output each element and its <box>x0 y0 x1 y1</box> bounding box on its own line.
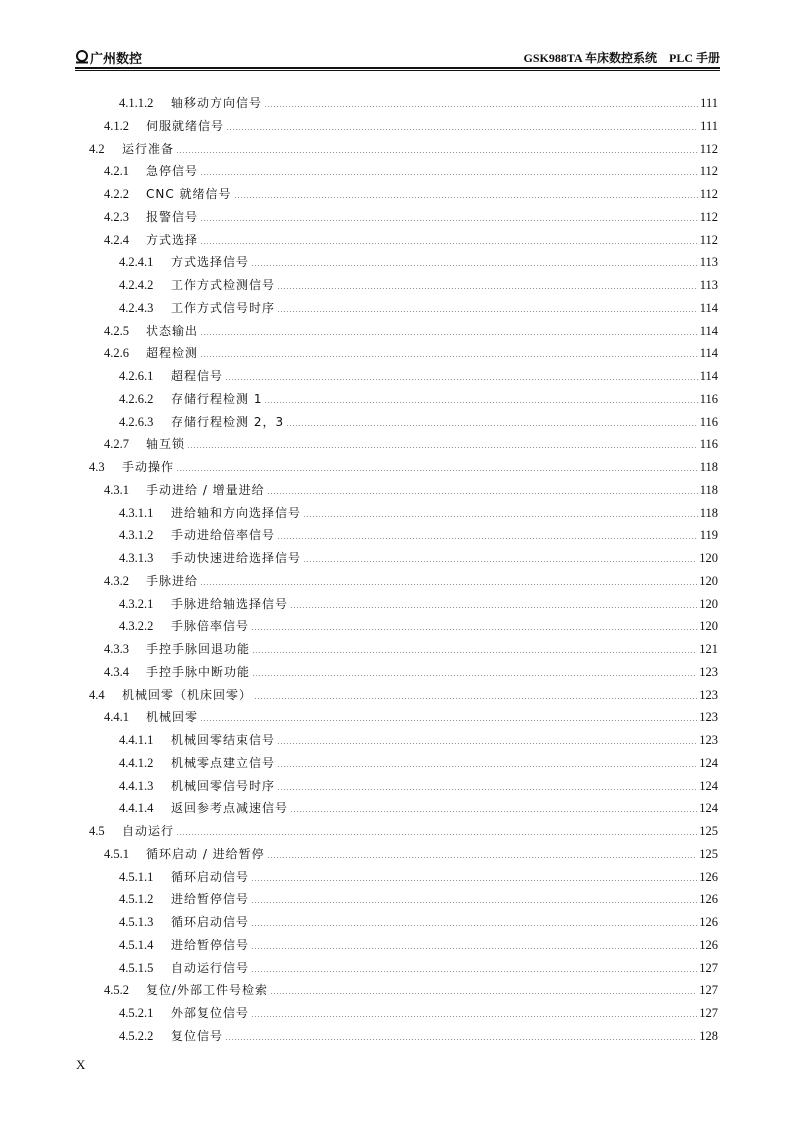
toc-entry-leader <box>303 516 698 517</box>
toc-entry-title: 手控手脉中断功能 <box>146 664 251 679</box>
toc-entry-number: 4.2.6.1 <box>119 369 154 383</box>
toc-entry-title: 状态输出 <box>146 323 199 338</box>
toc-entry-number: 4.2.5 <box>104 323 129 338</box>
toc-entry-leader <box>277 789 697 790</box>
toc-entry[interactable] <box>119 958 718 978</box>
toc-entry[interactable] <box>119 912 718 932</box>
toc-entry[interactable] <box>104 434 718 454</box>
toc-entry-leader <box>267 493 698 494</box>
toc-entry-leader <box>277 311 698 312</box>
toc-entry-title: 手脉进给轴选择信号 <box>171 596 289 611</box>
toc-entry-leader <box>290 607 697 608</box>
toc-entry-page: 112 <box>699 209 718 224</box>
toc-entry-page: 127 <box>699 983 718 998</box>
toc-entry[interactable] <box>104 662 718 682</box>
toc-entry-title: 机械回零信号时序 <box>171 778 276 793</box>
toc-entry-title: CNC 就绪信号 <box>146 187 232 201</box>
toc-entry-leader <box>286 425 698 426</box>
header-rule-thick <box>75 67 720 69</box>
toc-entry-number: 4.2.4.1 <box>119 255 154 270</box>
toc-entry-page: 124 <box>699 778 718 793</box>
gsk-logo <box>75 48 142 66</box>
toc-entry-title: 存储行程检测 1 <box>171 391 263 406</box>
toc-entry-page: 124 <box>699 801 718 816</box>
toc-entry[interactable] <box>104 707 718 727</box>
toc-entry-leader <box>251 948 697 949</box>
toc-entry-page: 125 <box>699 824 718 838</box>
toc-entry-number: 4.3.1.2 <box>119 528 154 543</box>
toc-entry-number: 4.2.4.2 <box>119 278 154 292</box>
toc-entry[interactable] <box>104 343 718 363</box>
toc-entry-leader <box>251 1016 697 1017</box>
toc-entry-number: 4.2.4 <box>104 232 129 247</box>
toc-entry[interactable] <box>104 116 718 136</box>
toc-entry-leader <box>234 197 698 198</box>
toc-entry[interactable] <box>119 1026 718 1046</box>
toc-entry-leader <box>270 993 697 994</box>
toc-entry-title: 轴移动方向信号 <box>171 96 263 110</box>
toc-entry-leader <box>251 925 697 926</box>
toc-entry-title: 超程信号 <box>171 369 224 383</box>
toc-entry-number: 4.5.1.5 <box>119 960 154 975</box>
toc-entry[interactable] <box>119 1003 718 1023</box>
toc-entry-page: 116 <box>699 414 718 429</box>
toc-entry-title: 循环启动信号 <box>171 915 250 929</box>
toc-entry-title: 机械零点建立信号 <box>171 755 276 770</box>
toc-entry-title: 方式选择信号 <box>171 255 250 270</box>
toc-entry-leader <box>200 584 697 585</box>
toc-entry[interactable] <box>119 366 718 386</box>
toc-entry-number: 4.2.6.3 <box>119 414 154 429</box>
logo-text: 广州数控 <box>90 51 143 67</box>
gsk-logo-icon <box>75 50 89 64</box>
toc-entry-title: 手脉倍率信号 <box>171 619 250 634</box>
toc-entry-page: 116 <box>699 437 718 452</box>
toc-entry-title: 方式选择 <box>146 232 199 247</box>
toc-entry-number: 4.5.1.1 <box>119 869 154 884</box>
toc-entry-leader <box>290 811 697 812</box>
toc-entry[interactable] <box>104 161 718 181</box>
toc-entry-leader <box>254 698 697 699</box>
toc-entry-number: 4.4 <box>89 687 105 702</box>
toc-entry-number: 4.2 <box>89 141 105 156</box>
header-rule-thin <box>75 70 720 71</box>
toc-entry-page: 126 <box>699 869 718 884</box>
toc-entry[interactable] <box>119 275 718 295</box>
toc-entry-leader <box>251 265 698 266</box>
toc-entry[interactable] <box>119 889 718 909</box>
toc-entry-page: 127 <box>699 1006 718 1020</box>
toc-entry-number: 4.2.1 <box>104 164 129 179</box>
toc-entry-leader <box>200 720 697 721</box>
toc-entry-page: 114 <box>699 323 718 338</box>
toc-entry[interactable] <box>104 480 718 500</box>
toc-entry[interactable] <box>119 389 718 409</box>
toc-entry[interactable] <box>89 457 718 477</box>
toc-entry-number: 4.5.1 <box>104 846 129 861</box>
toc-entry-page: 119 <box>699 528 718 543</box>
toc-entry-page: 124 <box>699 755 718 770</box>
toc-entry-title: 工作方式信号时序 <box>171 300 276 315</box>
manual-title: GSK988TA 车床数控系统 PLC 手册 <box>523 51 720 65</box>
toc-entry-leader <box>176 152 698 153</box>
toc-entry-number: 4.3.4 <box>104 664 129 679</box>
toc-entry-leader <box>264 106 698 107</box>
toc-entry-page: 114 <box>699 369 718 383</box>
toc-entry-number: 4.5.1.4 <box>119 937 154 952</box>
toc-entry[interactable] <box>104 571 718 591</box>
toc-entry[interactable] <box>119 753 718 773</box>
toc-entry[interactable] <box>119 93 718 113</box>
toc-entry-title: 手动操作 <box>122 460 175 474</box>
toc-entry-page: 121 <box>699 642 718 656</box>
toc-entry-page: 112 <box>699 141 718 156</box>
toc-entry-title: 报警信号 <box>146 209 199 224</box>
toc-entry-number: 4.4.1.3 <box>119 778 154 793</box>
toc-entry-leader <box>200 220 698 221</box>
toc-entry-title: 循环启动信号 <box>171 869 250 884</box>
toc-entry-leader <box>226 129 698 130</box>
toc-entry-page: 120 <box>699 551 718 565</box>
toc-entry[interactable] <box>119 525 718 545</box>
toc-entry[interactable] <box>119 935 718 955</box>
toc-entry[interactable] <box>119 730 718 750</box>
toc-entry-title: 机械回零（机床回零） <box>122 687 253 702</box>
toc-entry-title: 手动进给倍率信号 <box>171 528 276 543</box>
toc-entry-number: 4.4.1 <box>104 710 129 725</box>
toc-entry-leader <box>225 1039 697 1040</box>
toc-entry-number: 4.3.1.1 <box>119 505 154 520</box>
toc-entry-page: 123 <box>699 710 718 725</box>
toc-entry-leader <box>277 288 698 289</box>
toc-entry-leader <box>251 629 697 630</box>
toc-entry[interactable] <box>104 230 718 250</box>
toc-entry-number: 4.3.3 <box>104 642 129 656</box>
toc-entry-page: 126 <box>699 937 718 952</box>
toc-entry-page: 123 <box>699 687 718 702</box>
toc-entry-leader <box>267 857 698 858</box>
toc-entry-title: 进给暂停信号 <box>171 892 250 907</box>
toc-entry-leader <box>264 402 697 403</box>
toc-entry-leader <box>277 766 697 767</box>
toc-entry-leader <box>251 880 697 881</box>
toc-entry-number: 4.3.1.3 <box>119 551 154 565</box>
toc-entry-number: 4.4.1.1 <box>119 733 154 747</box>
page-number: X <box>76 1057 86 1072</box>
toc-entry-title: 运行准备 <box>122 141 175 156</box>
toc-entry-number: 4.2.3 <box>104 209 129 224</box>
toc-entry-title: 进给轴和方向选择信号 <box>171 505 302 520</box>
toc-entry-leader <box>200 356 698 357</box>
toc-entry-title: 机械回零结束信号 <box>171 733 276 747</box>
toc-entry-title: 外部复位信号 <box>171 1006 250 1020</box>
toc-entry-number: 4.5 <box>89 824 105 838</box>
toc-entry-title: 轴互锁 <box>146 437 186 452</box>
toc-entry[interactable] <box>119 776 718 796</box>
toc-entry[interactable] <box>104 639 718 659</box>
toc-entry-leader <box>303 561 697 562</box>
toc-entry-leader <box>277 743 697 744</box>
toc-entry[interactable] <box>104 321 718 341</box>
toc-entry-number: 4.5.2 <box>104 983 129 998</box>
toc-entry-page: 111 <box>700 96 718 110</box>
toc-entry-leader <box>200 243 698 244</box>
toc-entry-leader <box>225 379 698 380</box>
toc-entry[interactable] <box>119 616 718 636</box>
toc-entry[interactable] <box>119 412 718 432</box>
toc-entry-leader <box>187 447 698 448</box>
page-header <box>75 48 720 68</box>
toc-entry-title: 手动快速进给选择信号 <box>171 551 302 565</box>
toc-entry[interactable] <box>89 139 718 159</box>
toc-entry-leader <box>176 470 698 471</box>
toc-entry-leader <box>252 652 697 653</box>
toc-entry[interactable] <box>119 548 718 568</box>
toc-entry-page: 116 <box>699 391 718 406</box>
toc-entry-number: 4.3.1 <box>104 482 129 497</box>
toc-entry-title: 复位/外部工件号检索 <box>146 983 269 998</box>
toc-entry-page: 123 <box>699 733 718 747</box>
toc-entry-number: 4.5.1.2 <box>119 892 154 907</box>
toc-entry[interactable] <box>104 844 718 864</box>
toc-entry-title: 手动进给 / 增量进给 <box>146 482 265 497</box>
toc-entry-title: 存储行程检测 2，3 <box>171 414 285 429</box>
toc-entry-page: 120 <box>699 573 718 588</box>
toc-entry-title: 复位信号 <box>171 1028 224 1043</box>
toc-entry[interactable] <box>104 184 718 204</box>
toc-entry-leader <box>176 834 697 835</box>
toc-entry-page: 118 <box>699 460 718 474</box>
toc-entry-number: 4.3 <box>89 460 105 474</box>
toc-entry-title: 工作方式检测信号 <box>171 278 276 292</box>
toc-entry-number: 4.2.6.2 <box>119 391 154 406</box>
toc-entry-page: 120 <box>699 619 718 634</box>
toc-entry[interactable] <box>89 821 718 841</box>
toc-entry-number: 4.4.1.2 <box>119 755 154 770</box>
toc-entry-title: 超程检测 <box>146 346 199 361</box>
toc-entry-title: 伺服就绪信号 <box>146 118 225 133</box>
toc-entry-page: 111 <box>700 118 718 133</box>
toc-entry-page: 113 <box>699 255 718 270</box>
toc-entry-title: 手脉进给 <box>146 573 199 588</box>
toc-entry-leader <box>251 971 697 972</box>
toc-entry[interactable] <box>119 298 718 318</box>
toc-entry-leader <box>200 334 698 335</box>
toc-entry-leader <box>251 902 697 903</box>
toc-entry[interactable] <box>89 685 718 705</box>
toc-entry-page: 128 <box>699 1028 718 1043</box>
toc-entry-page: 127 <box>699 960 718 975</box>
toc-entry-leader <box>277 538 698 539</box>
toc-entry-title: 自动运行 <box>122 824 175 838</box>
toc-entry-title: 自动运行信号 <box>171 960 250 975</box>
toc-entry-page: 112 <box>699 164 718 179</box>
toc-entry-title: 返回参考点减速信号 <box>171 801 289 816</box>
toc-entry-number: 4.2.7 <box>104 437 129 452</box>
toc-entry-title: 急停信号 <box>146 164 199 179</box>
toc-entry-page: 113 <box>699 278 718 292</box>
toc-entry[interactable] <box>104 207 718 227</box>
toc-entry-number: 4.5.2.1 <box>119 1006 154 1020</box>
toc-entry-number: 4.5.2.2 <box>119 1028 154 1043</box>
toc-entry[interactable] <box>119 798 718 818</box>
toc-entry-number: 4.3.2 <box>104 573 129 588</box>
toc-entry-page: 114 <box>699 300 718 315</box>
toc-entry[interactable] <box>119 594 718 614</box>
toc-entry-number: 4.4.1.4 <box>119 801 154 816</box>
toc-entry-page: 114 <box>699 346 718 361</box>
toc-entry-title: 循环启动 / 进给暂停 <box>146 846 265 861</box>
toc-entry-page: 118 <box>699 482 718 497</box>
toc-entry-page: 112 <box>699 187 718 201</box>
toc-entry-page: 112 <box>699 232 718 247</box>
toc-entry-number: 4.3.2.2 <box>119 619 154 634</box>
toc-entry-page: 126 <box>699 892 718 907</box>
toc-entry-leader <box>252 675 697 676</box>
toc-entry[interactable] <box>119 867 718 887</box>
toc-entry-number: 4.2.6 <box>104 346 129 361</box>
toc-entry[interactable] <box>119 252 718 272</box>
toc-entry-page: 125 <box>699 846 718 861</box>
toc-entry-number: 4.2.2 <box>104 187 129 201</box>
toc-entry-page: 120 <box>699 596 718 611</box>
toc-entry-number: 4.5.1.3 <box>119 915 154 929</box>
toc-entry[interactable] <box>119 503 718 523</box>
toc-entry-title: 机械回零 <box>146 710 199 725</box>
toc-entry-title: 手控手脉回退功能 <box>146 642 251 656</box>
toc-entry-number: 4.1.2 <box>104 118 129 133</box>
toc-entry-title: 进给暂停信号 <box>171 937 250 952</box>
toc-entry[interactable] <box>104 980 718 1000</box>
toc-entry-number: 4.3.2.1 <box>119 596 154 611</box>
toc-entry-number: 4.2.4.3 <box>119 300 154 315</box>
toc-entry-page: 126 <box>699 915 718 929</box>
toc-entry-page: 118 <box>699 505 718 520</box>
toc-entry-leader <box>200 174 698 175</box>
toc-entry-page: 123 <box>699 664 718 679</box>
toc-entry-number: 4.1.1.2 <box>119 96 154 110</box>
